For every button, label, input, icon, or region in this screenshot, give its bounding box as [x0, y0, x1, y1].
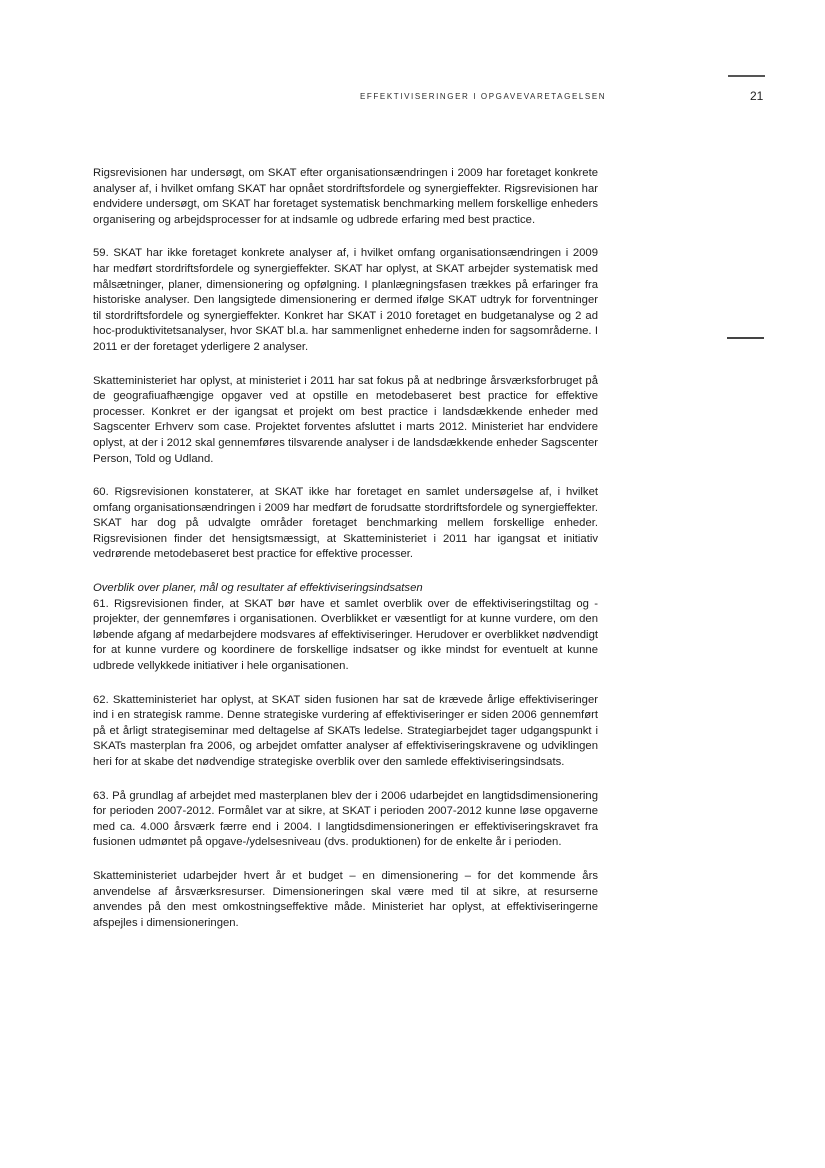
- paragraph-61: 61. Rigsrevisionen finder, at SKAT bør have et samlet overblik over de effektiviseringstiltag og -projekter, der gennemføres i organisationen. Overblikket er væsentligt for at kunne vurdere, om den løbende afgang af medarbejdere modsvares af effektiviseringer. Herudover er overblikket nødvendigt for at kunne vurdere og koordinere de forskellige indsatser og ikke mindst for eventuelt at kunne udbrede vellykkede initiativer i hele organisationen.: [93, 597, 598, 673]
- paragraph-62: 62. Skatteministeriet har oplyst, at SKAT siden fusionen har sat de krævede årlige effektiviseringer ind i en strategisk ramme. Denne strategiske vurdering af effektiviseringer er siden 2006 gennemført på et årligt strategiseminar med deltagelse af SKATs ledelse. Strategiarbejdet tager udgangspunkt i SKATs masterplan fra 2006, og arbejdet omfatter analyser af effektiviseringskravene og udviklingen heri for at skabe det nødvendige strategiske overblik over den samlede effektiviseringsindsats.: [93, 693, 598, 768]
- paragraph-63-continued: Skatteministeriet udarbejder hvert år et budget – en dimensionering – for det kommende års anvendelse af årsværksresurser. Dimensioneringen skal være med til at sikre, at resurserne anvendes på den mest omkostningseffektive måde. Ministeriet har oplyst, at effektiviseringerne afspejles i dimensioneringen.: [93, 869, 598, 929]
- body-text: [93, 166, 598, 931]
- paragraph-60: 60. Rigsrevisionen konstaterer, at SKAT ikke har foretaget en samlet undersøgelse af, i hvilket omfang organisationsændringen i 2009 har medført de forudsatte stordriftsfordele og synergieffekter. SKAT har dog på udvalgte områder foretaget benchmarking mellem forskellige enheder. Rigsrevisionen finder det hensigtsmæssigt, at Skatteministeriet i 2011 har igangsat et initiativ vedrørende metodebaseret best practice for effektive processer.: [93, 486, 598, 561]
- paragraph-59-continued: Skatteministeriet har oplyst, at ministeriet i 2011 har sat fokus på at nedbringe årsværksforbruget på de geografiuafhængige opgaver ved at opstille en metodebaseret best practice for effektive processer. Konkret er der igangsat et projekt om best practice i landsdækkende enheder med Sagscenter Erhverv som case. Projektet forventes afsluttet i marts 2012. Ministeriet har endvidere oplyst, at der i 2012 skal gennemføres tilsvarende analyser i de landsdækkende enheder Sagscenter Person, Told og Udland.: [93, 374, 598, 465]
- margin-mark-middle: [727, 337, 764, 339]
- paragraph-63: 63. På grundlag af arbejdet med masterplanen blev der i 2006 udarbejdet en langtidsdimensionering for perioden 2007-2012. Formålet var at sikre, at SKAT i perioden 2007-2012 kunne løse opgaverne med ca. 4.000 årsværk færre end i 2004. I langtidsdimensioneringen er effektiviseringskravet fra fusionen udmøntet på opgave-/ydelsesniveau (dvs. produktionen) for de enkelte år i perioden.: [93, 789, 598, 849]
- paragraph-59: 59. SKAT har ikke foretaget konkrete analyser af, i hvilket omfang organisationsændringen i 2009 har medført stordriftsfordele og synergieffekter. SKAT har oplyst, at SKAT arbejder systematisk med målsætninger, planer, dimensionering og opfølgning. I planlægningsfasen trækkes på erfaringer fra historiske analyser. Den langsigtede dimensionering er dermed ifølge SKAT udtryk for forventninger til stordriftsfordele og synergieffekter. Konkret har SKAT i 2010 foretaget en budgetanalyse og 2 ad hoc-produktivitetsanalyser, hvor SKAT bl.a. har sammenlignet enhederne inden for sagsområderne. I 2011 er der foretaget yderligere 2 analyser.: [93, 247, 598, 353]
- running-header: EFFEKTIVISERINGER I OPGAVEVARETAGELSEN: [360, 92, 607, 101]
- page-number: 21: [750, 89, 764, 103]
- margin-mark-top: [728, 75, 765, 77]
- section-subheading: Overblik over planer, mål og resultater af effektiviseringsindsatsen: [93, 582, 423, 595]
- paragraph-intro: Rigsrevisionen har undersøgt, om SKAT efter organisationsændringen i 2009 har foretaget konkrete analyser af, i hvilket omfang SKAT har opnået stordriftsfordele og synergieffekter. Rigsrevisionen har endvidere undersøgt, om SKAT har foretaget systematisk benchmarking mellem forskellige enheders organisering og arbejdsprocesser for at indsamle og udbrede erfaring med best practice.: [93, 167, 598, 226]
